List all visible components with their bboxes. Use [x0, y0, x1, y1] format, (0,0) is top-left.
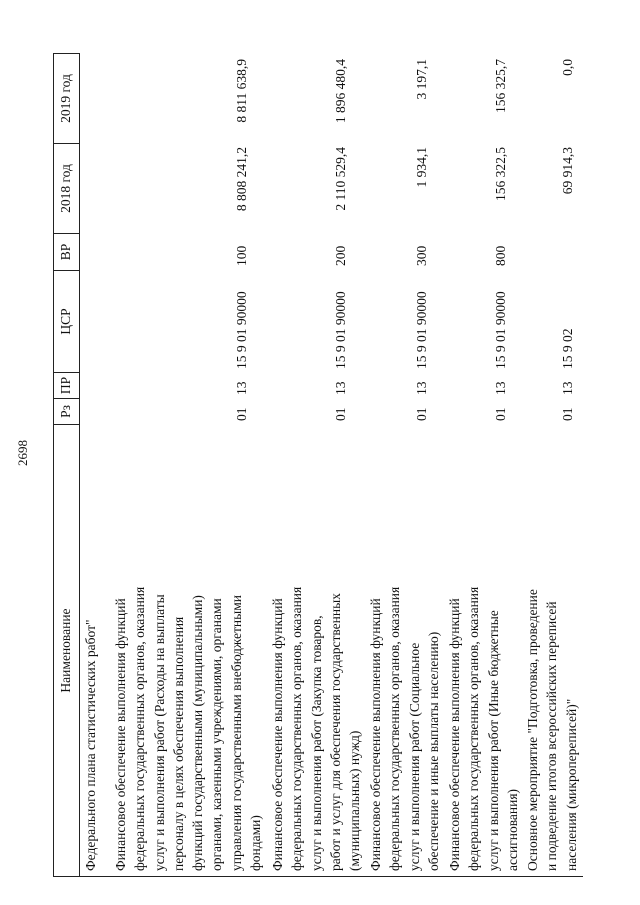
page-number-text: 2698 — [15, 440, 30, 466]
cell-rz: 01 — [493, 407, 508, 421]
cell-pr: 13 — [493, 381, 508, 395]
table-row-name: Основное мероприятие "Подготовка, проведение и подведение итогов всероссийских переписей населения (микропереписей)" — [525, 589, 579, 871]
cell-vr: 200 — [333, 245, 348, 266]
cell-csr: 15 9 01 90000 — [333, 291, 348, 369]
cell-csr: 15 9 01 90000 — [414, 291, 429, 369]
cell-vr: 100 — [234, 245, 249, 266]
cell-pr: 13 — [414, 381, 429, 395]
budget-table — [53, 53, 583, 877]
cell-vr: 300 — [414, 245, 429, 266]
header-csr: ЦСР — [53, 271, 79, 373]
header-name: Наименование — [53, 425, 79, 877]
table-left-rule — [53, 876, 583, 877]
header-2018: 2018 год — [53, 144, 79, 234]
header-rz: Рз — [53, 399, 79, 425]
table-row-name: Финансовое обеспечение выполнения функций федеральных государственных органов, оказания услуг и выполнения работ (Закупка товаров, работ и услуг для обеспечения государственных (муниципальных) нужд) — [270, 586, 363, 871]
cell-csr: 15 9 01 90000 — [234, 291, 249, 369]
cell-vr: 800 — [493, 245, 508, 266]
header-2019: 2019 год — [53, 54, 79, 144]
table-row-name: Финансовое обеспечение выполнения функций федеральных государственных органов, оказания услуг и выполнения работ (Иные бюджетные ассигнования) — [447, 586, 520, 871]
rotated-page — [53, 53, 583, 877]
cell-rz: 01 — [560, 407, 575, 421]
cell-2018: 2 110 529,4 — [333, 147, 348, 211]
cell-pr: 13 — [234, 381, 249, 395]
cell-rz: 01 — [414, 407, 429, 421]
header-pr: ПР — [53, 373, 79, 399]
table-row-name: Финансовое обеспечение выполнения функций федеральных государственных органов, оказания услуг и выполнения работ (Расходы на выплаты персоналу в целях обеспечения выполнения функций государственными (муниципальными) органами, казенными учреждениями, органами управления государственными внебюджетными фондами) — [113, 586, 264, 871]
page-number — [11, 441, 35, 465]
continuation-text: Федерального плана статистических работ" — [83, 619, 98, 871]
cell-2019: 0,0 — [560, 59, 575, 76]
cell-csr: 15 9 02 — [560, 328, 575, 369]
cell-csr: 15 9 01 90000 — [493, 291, 508, 369]
cell-2019: 1 896 480,4 — [333, 59, 348, 124]
cell-rz: 01 — [333, 407, 348, 421]
cell-pr: 13 — [333, 381, 348, 395]
cell-2018: 8 808 241,2 — [234, 147, 249, 212]
table-header-rule — [79, 53, 80, 877]
cell-2018: 69 914,3 — [560, 147, 575, 195]
cell-2019: 3 197,1 — [414, 59, 429, 100]
cell-2018: 156 322,5 — [493, 147, 508, 201]
cell-rz: 01 — [234, 407, 249, 421]
cell-pr: 13 — [560, 381, 575, 395]
header-vr: ВР — [53, 234, 79, 271]
cell-2019: 8 811 638,9 — [234, 59, 249, 123]
table-row-name: Финансовое обеспечение выполнения функций федеральных государственных органов, оказания услуг и выполнения работ (Социальное обеспечение и иные выплаты населению) — [368, 586, 441, 871]
cell-2019: 156 325,7 — [493, 59, 508, 113]
cell-2018: 1 934,1 — [414, 147, 429, 188]
